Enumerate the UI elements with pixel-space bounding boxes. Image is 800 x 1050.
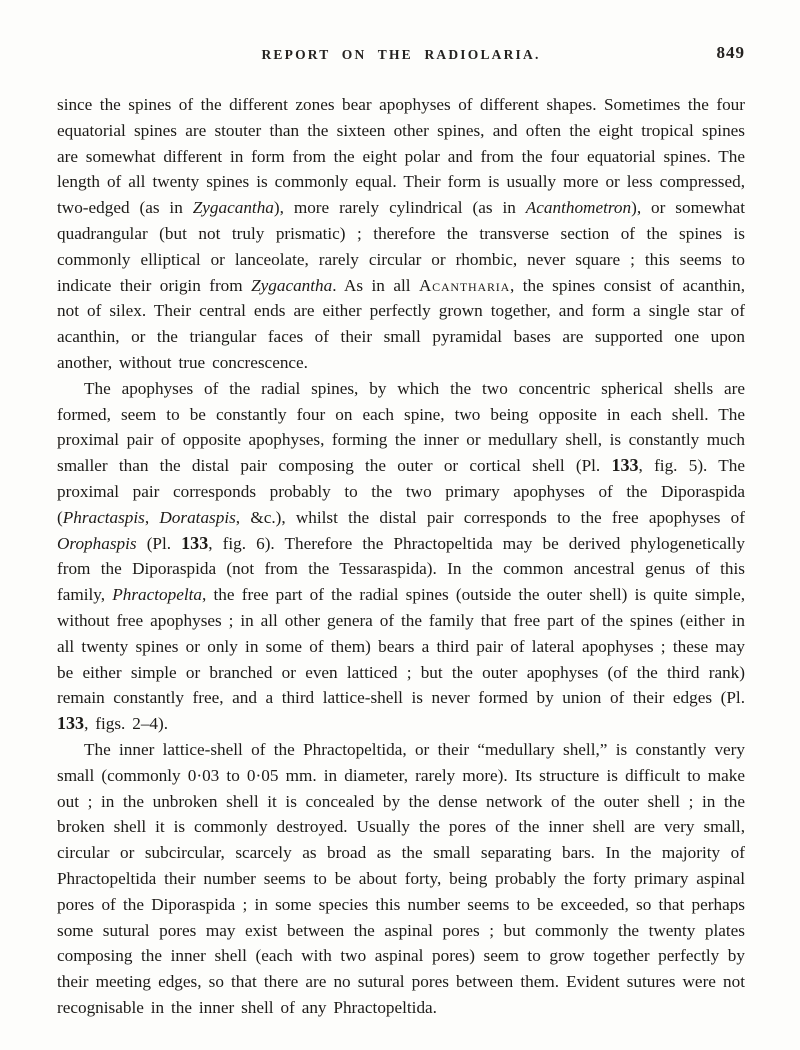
text-segment: , the spines consist of acanthin, not of silex. Their central ends are either perfectly grown together, and form a single star of acanthin, or the triangular faces of their small pyramidal bases are supported one upon another, without true concrescence. <box>57 275 746 372</box>
page-number: 849 <box>716 43 745 62</box>
text-segment: ), or somewhat quadrangular (but not truly prismatic) ; therefore the transverse section of the spines is commonly elliptical or lanceolate, rarely circular or rhombic, never square ; this seems to indicate their origin from <box>57 198 745 295</box>
text-segment: since the spines of the different zones bear apophyses of different shapes. Sometimes the four equatorial spines are stouter than the sixteen other spines, and often the eight tropical spines are somewhat different in form from the eight polar and from the four equatorial spines. The length of all twenty spines is commonly equal. Their form is usually more or less compressed, two-edged (as in <box>57 95 745 218</box>
genus-name: Zygacantha <box>251 275 333 295</box>
text-segment: , &c.), whilst the distal pair corresponds to the free apophyses of <box>235 507 745 527</box>
text-segment: Acantharia <box>418 275 511 295</box>
text-segment: The apophyses of the radial spines, by which the two concentric spherical shells are formed, seem to be constantly four on each spine, two being opposite in each shell. The proximal pair of opposite apophyses, forming the inner or medullary shell, is constantly much smaller than the distal pair composing the outer or cortical shell (Pl. <box>57 378 745 476</box>
genus-name: Dorataspis <box>159 507 236 527</box>
text-segment: (Pl. <box>136 533 182 553</box>
genus-name: Phractaspis <box>62 507 145 527</box>
text-segment: , figs. 2–4). <box>84 714 169 734</box>
text-segment: ), more rarely cylindrical (as in <box>273 198 526 218</box>
page-header <box>57 43 745 68</box>
genus-name: Zygacantha <box>192 198 274 218</box>
paragraph <box>57 737 745 1021</box>
text-segment: , fig. 5). The proximal pair corresponds probably to the two primary apophyses of the Diporaspida ( <box>57 456 745 527</box>
genus-name: Acanthometron <box>525 198 632 218</box>
genus-name: Phractopelta <box>112 585 203 605</box>
paragraph <box>57 92 745 376</box>
text-segment: , fig. 6). Therefore the Phractopeltida may be derived phylogenetically from the Diporaspida (not from the Tessaraspida). In the common ancestral genus of this family, <box>57 533 745 605</box>
paragraph <box>57 376 745 737</box>
text-body <box>57 92 745 1021</box>
genus-name: Orophaspis <box>57 533 137 553</box>
text-segment: The inner lattice-shell of the Phractopeltida, or their “medullary shell,” is constantly very small (commonly 0·03 to 0·05 mm. in diameter, rarely more). Its structure is difficult to make out ; in the unbroken shell it is concealed by the dense network of the outer shell ; in the broken shell it is commonly destroyed. Usually the pores of the inner shell are very small, circular or subcircular, scarcely as broad as the small separating bars. In the majority of Phractopeltida their number seems to be about forty, being probably the forty primary aspinal pores of the Diporaspida ; in some species this number seems to be exceeded, so that perhaps some sutural pores may exist between the aspinal pores ; but commonly the twenty plates composing the inner shell (each with two aspinal pores) seem to grow together perfectly by their meeting edges, so that there are no sutural pores between them. Evident sutures were not recognisable in the inner shell of any Phractopeltida. <box>57 739 745 1017</box>
text-segment: , the free part of the radial spines (outside the outer shell) is quite simple, without free apophyses ; in all other genera of the family that free part of the spines (either in all twenty spines or only in some of them) bears a third pair of lateral apophyses ; these may be either simple or branched or even latticed ; but the outer apophyses (of the third rank) remain constantly free, and a third lattice-shell is never formed by union of their edges (Pl. <box>57 585 745 708</box>
text-segment: , <box>144 507 160 527</box>
running-title: REPORT ON THE RADIOLARIA. <box>261 47 541 62</box>
text-segment: 133 <box>181 532 209 553</box>
text-segment: . As in all <box>332 275 419 295</box>
text-segment: 133 <box>611 455 639 476</box>
text-segment: 133 <box>57 713 85 734</box>
